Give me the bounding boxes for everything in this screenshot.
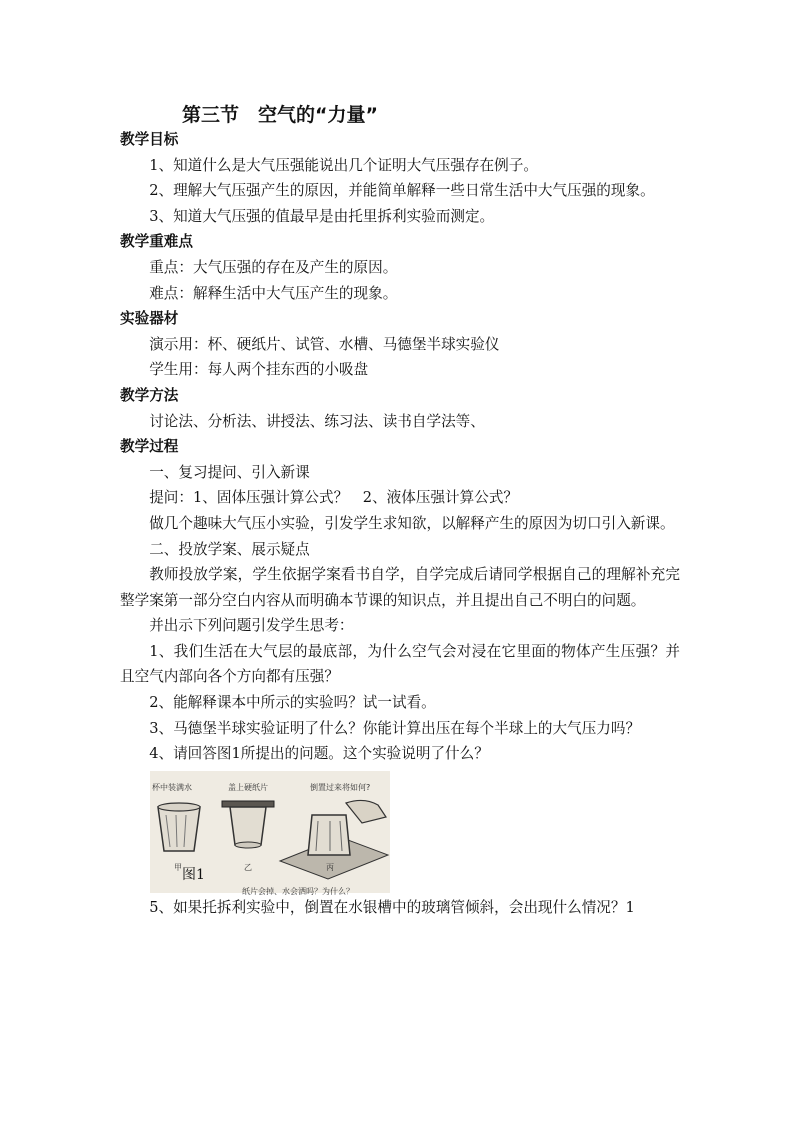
caption-bing: 丙 <box>326 862 334 872</box>
paragraph: 2、理解大气压强产生的原因，并能简单解释一些日常生活中大气压强的现象。 <box>149 182 655 200</box>
paragraph: 教师投放学案，学生依据学案看书自学，自学完成后请同学根据自己的理解补充完整学案第一部分空白内容从而明确本节课的知识点，并且提出自己不明白的问题。 <box>120 566 680 609</box>
paragraph: 并出示下列问题引发学生思考： <box>149 617 354 635</box>
caption-bottom: 纸片会掉、水会洒吗？为什么？ <box>242 886 354 896</box>
page-title: 第三节 空气的“力量” <box>182 104 378 126</box>
document-body <box>120 127 680 920</box>
paragraph: 一、复习提问、引入新课 <box>149 463 310 481</box>
paragraph: 1、我们生活在大气层的最底部，为什么空气会对浸在它里面的物体产生压强？并且空气内部向各个方向都有压强？ <box>120 642 680 686</box>
section-heading-process: 教学过程 <box>120 438 179 456</box>
section-heading-goals: 教学目标 <box>120 131 179 148</box>
paragraph: 学生用：每人两个挂东西的小吸盘 <box>149 361 369 379</box>
paragraph: 提问：1、固体压强计算公式？ 2、液体压强计算公式？ <box>149 489 519 507</box>
caption-yi: 乙 <box>244 862 252 872</box>
section-heading-key-points: 教学重难点 <box>120 233 193 251</box>
paragraph: 4、请回答图1所提出的问题。这个实验说明了什么？ <box>149 745 489 763</box>
paragraph: 讨论法、分析法、讲授法、练习法、读书自学法等、 <box>149 412 485 430</box>
paragraph: 重点：大气压强的存在及产生的原因。 <box>149 258 398 276</box>
paragraph: 5、如果托拆利实验中，倒置在水银槽中的玻璃管倾斜，会出现什么情况？1 <box>149 898 635 916</box>
paragraph: 3、知道大气压强的值最早是由托里拆利实验而测定。 <box>149 207 495 225</box>
caption-a: 杯中装满水 <box>152 782 192 792</box>
figure-1 <box>120 767 680 895</box>
figure-label: 图1 <box>182 866 205 883</box>
paragraph: 二、投放学案、展示疑点 <box>149 540 310 558</box>
paragraph: 难点：解释生活中大气压产生的现象。 <box>149 284 398 302</box>
paragraph: 做几个趣味大气压小实验，引发学生求知欲，以解释产生的原因为切口引入新课。 <box>149 514 675 532</box>
caption-jia: 甲 <box>174 862 182 872</box>
paragraph: 演示用：杯、硬纸片、试管、水槽、马德堡半球实验仪 <box>149 335 500 353</box>
paragraph: 2、能解释课本中所示的实验吗？试一试看。 <box>149 694 436 712</box>
section-heading-equipment: 实验器材 <box>120 310 179 328</box>
caption-c: 倒置过来将如何? <box>310 782 371 792</box>
caption-b: 盖上硬纸片 <box>228 782 268 792</box>
section-heading-methods: 教学方法 <box>120 386 179 404</box>
paragraph: 3、马德堡半球实验证明了什么？你能计算出压在每个半球上的大气压力吗？ <box>149 719 641 737</box>
paragraph: 1、知道什么是大气压强能说出几个证明大气压强存在例子。 <box>149 156 538 174</box>
